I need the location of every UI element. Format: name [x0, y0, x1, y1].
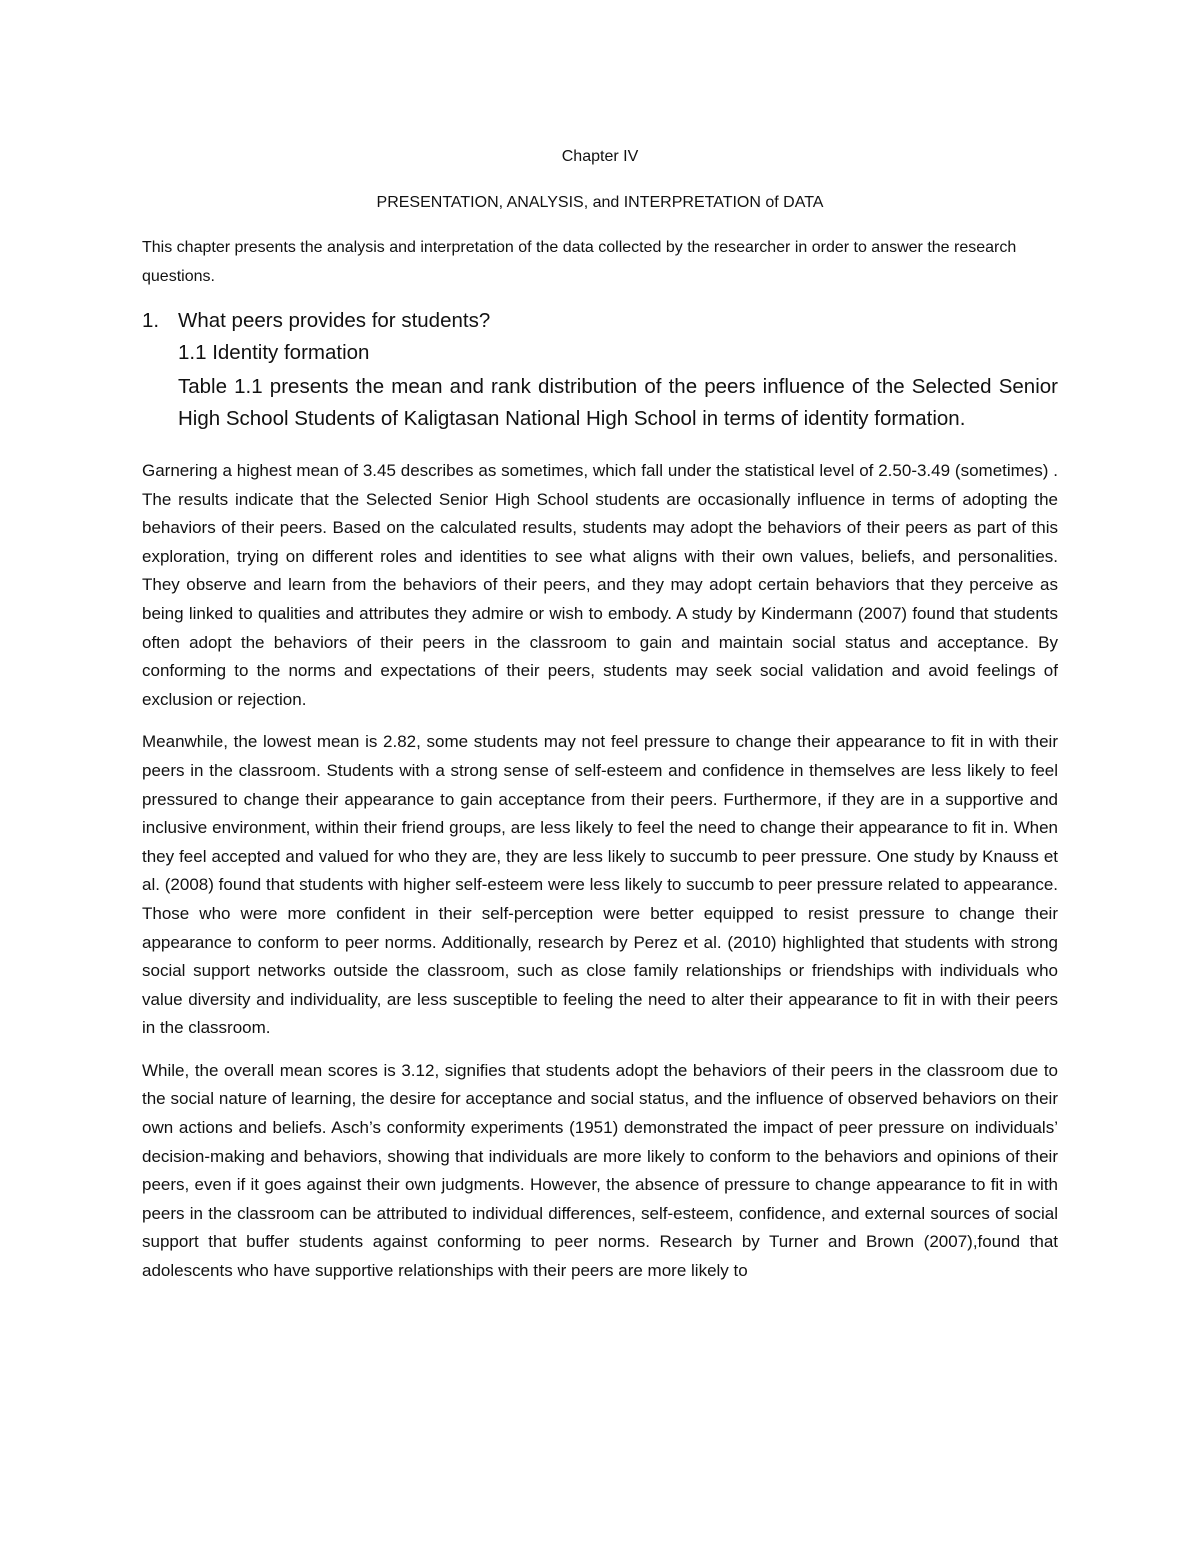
body-paragraph-lowest-mean: Meanwhile, the lowest mean is 2.82, some students may not feel pressure to change their appearance to fit in with their peers in the classroom. Students with a strong sense of self-esteem and confidence in themselves are less likely to feel pressured to change their appearance to gain acceptance from their peers. Furthermore, if they are in a supportive and inclusive environment, within their friend groups, are less likely to feel the need to change their appearance to fit in. When they feel accepted and valued for who they are, they are less likely to succumb to peer pressure. One study by Knauss et al. (2008) found that students with higher self-esteem were less likely to succumb to peer pressure related to appearance. Those who were more confident in their self-perception were better equipped to resist pressure to change their appearance to conform to peer norms. Additionally, research by Perez et al. (2010) highlighted that students with strong social support networks outside the classroom, such as close family relationships or friendships with individuals who value diversity and individuality, are less susceptible to feeling the need to alter their appearance to fit in with their peers in the classroom.: [142, 732, 1058, 1038]
body-paragraph-overall-mean: While, the overall mean scores is 3.12, signifies that students adopt the behaviors of their peers in the classroom due to the social nature of learning, the desire for acceptance and social status, and the influence of observed behaviors on their own actions and beliefs. Asch’s conformity experiments (1951) demonstrated the impact of peer pressure on individuals’ decision-making and behaviors, showing that individuals are more likely to conform to the behaviors and opinions of their peers, even if it goes against their own judgments. However, the absence of pressure to change appearance to fit in with peers in the classroom can be attributed to individual differences, self-esteem, confidence, and external sources of social support that buffer students against conforming to peer norms. Research by Turner and Brown (2007),found that adolescents who have supportive relationships with their peers are more likely to: [142, 1060, 1058, 1281]
body-paragraph-highest-mean: Garnering a highest mean of 3.45 describes as sometimes, which fall under the statistical level of 2.50-3.49 (sometimes) . The results indicate that the Selected Senior High School students are occasionally influence in terms of adopting the behaviors of their peers. Based on the calculated results, students may adopt the behaviors of their peers as part of this exploration, trying on different roles and identities to see what aligns with their own values, beliefs, and personalities. They observe and learn from the behaviors of their peers, and they may adopt certain behaviors that they perceive as being linked to qualities and attributes they admire or wish to embody. A study by Kindermann (2007) found that students often adopt the behaviors of their peers in the classroom to gain and maintain social status and acceptance. By conforming to the norms and expectations of their peers, students may seek social validation and avoid feelings of exclusion or rejection.: [142, 461, 1058, 709]
subsection-block: [178, 337, 1058, 435]
question-number: 1.: [142, 309, 160, 332]
question-text: What peers provides for students?: [178, 309, 491, 332]
subsection-heading: 1.1 Identity formation: [178, 341, 370, 364]
chapter-title: PRESENTATION, ANALYSIS, and INTERPRETATION of DATA: [376, 194, 824, 211]
chapter-label: Chapter IV: [561, 148, 639, 165]
table-description: Table 1.1 presents the mean and rank distribution of the peers influence of the Selected Senior High School Students of Kaligtasan National High School in terms of identity formation.: [178, 375, 1058, 430]
intro-paragraph: This chapter presents the analysis and interpretation of the data collected by the researcher in order to answer the research questions.: [142, 239, 1017, 285]
research-question: [142, 305, 1058, 337]
page-content: [142, 143, 1058, 1300]
